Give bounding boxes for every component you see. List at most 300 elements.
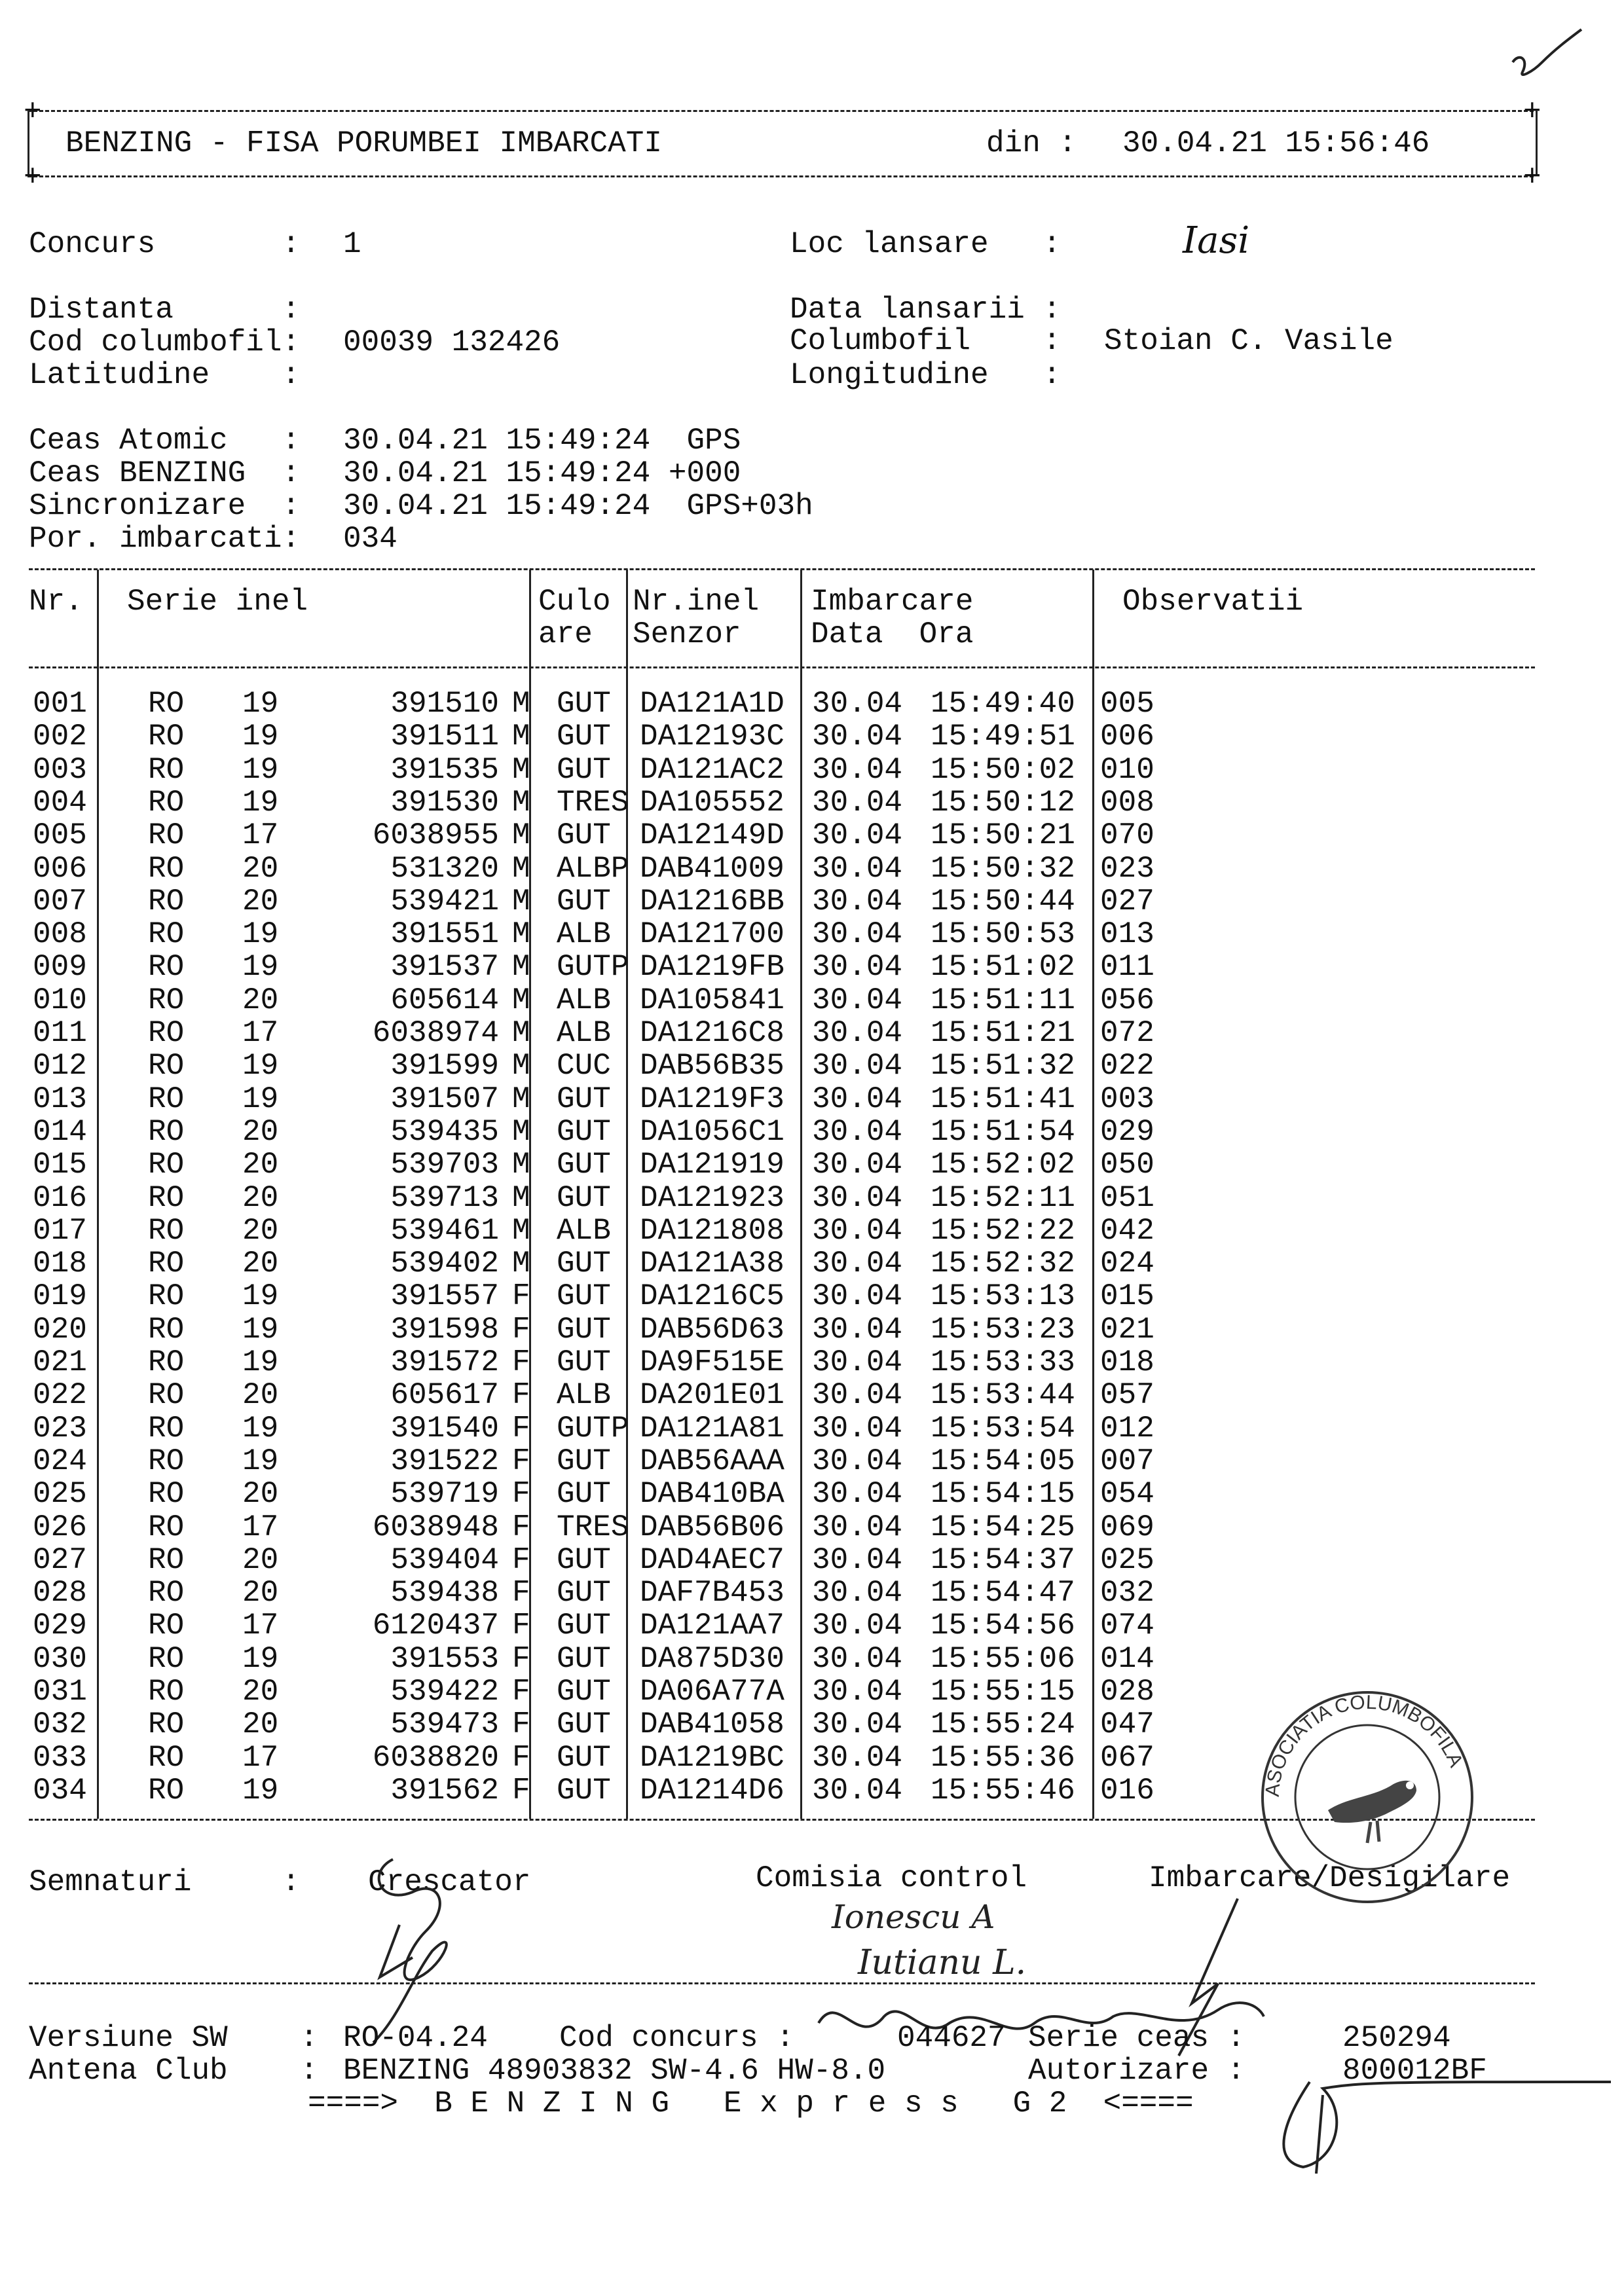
cell-senzor: DA105841 <box>640 983 784 1017</box>
cell-ora: 15:55:36 <box>931 1740 1075 1775</box>
cell-sex: M <box>512 884 530 919</box>
cell-senzor: DA1216C8 <box>640 1016 784 1050</box>
cell-senzor: DA121A81 <box>640 1411 784 1446</box>
th-imbarcare-2: Data Ora <box>811 617 974 651</box>
cell-tara: RO <box>148 884 185 919</box>
cell-numar: 6038955 <box>372 818 499 853</box>
cell-tara: RO <box>148 785 185 820</box>
cell-senzor: DA1216C5 <box>640 1279 784 1314</box>
cell-senzor: DAB410BA <box>640 1477 784 1512</box>
table-row <box>29 984 1535 1017</box>
table-row <box>29 687 1535 720</box>
columbofil-value: Stoian C. Vasile <box>1104 324 1393 358</box>
cell-tara: RO <box>148 720 185 754</box>
cell-sex: M <box>512 1180 530 1215</box>
cell-data: 30.04 <box>812 1312 903 1347</box>
cell-data: 30.04 <box>812 1247 903 1281</box>
cell-culoare: GUT <box>557 818 611 853</box>
th-nr: Nr. <box>29 585 83 619</box>
cell-tara: RO <box>148 818 185 853</box>
cell-nr: 018 <box>33 1247 87 1281</box>
table-row <box>29 1049 1535 1082</box>
cell-numar: 539422 <box>390 1675 499 1709</box>
cell-ora: 15:54:05 <box>931 1444 1075 1478</box>
cell-tara: RO <box>148 1707 185 1742</box>
cell-nr: 027 <box>33 1542 87 1577</box>
din-label: din : <box>986 126 1077 160</box>
cell-obs: 074 <box>1100 1609 1154 1643</box>
cell-nr: 004 <box>33 785 87 820</box>
header-corner-tl: + <box>24 95 42 129</box>
table-row <box>29 885 1535 918</box>
crescator-label: Crescator <box>368 1865 531 1899</box>
cod-concurs-value: 044627 <box>897 2021 1006 2055</box>
cell-nr: 013 <box>33 1082 87 1116</box>
cell-sex: M <box>512 1114 530 1149</box>
table-row <box>29 852 1535 885</box>
cell-nr: 025 <box>33 1477 87 1512</box>
cell-data: 30.04 <box>812 1740 903 1775</box>
cell-senzor: DA121AA7 <box>640 1609 784 1643</box>
table-row <box>29 1346 1535 1379</box>
benzing-banner: ====> B E N Z I N G E x p r e s s G 2 <==== <box>308 2086 1194 2121</box>
table-row <box>29 951 1535 983</box>
cell-senzor: DA875D30 <box>640 1641 784 1676</box>
cell-numar: 539402 <box>390 1247 499 1281</box>
cell-ora: 15:50:02 <box>931 752 1075 787</box>
table-row <box>29 918 1535 951</box>
cell-data: 30.04 <box>812 818 903 853</box>
cell-obs: 022 <box>1100 1049 1154 1084</box>
cell-numar: 539461 <box>390 1213 499 1248</box>
cell-nr: 012 <box>33 1049 87 1084</box>
cell-tara: RO <box>148 1312 185 1347</box>
cell-data: 30.04 <box>812 1675 903 1709</box>
din-value: 30.04.21 15:56:46 <box>1122 126 1430 160</box>
cell-tara: RO <box>148 1016 185 1050</box>
cell-sex: F <box>512 1773 530 1808</box>
cell-sex: F <box>512 1444 530 1478</box>
semnaturi-label: Semnaturi : <box>29 1865 301 1899</box>
cell-nr: 030 <box>33 1641 87 1676</box>
cell-nr: 028 <box>33 1576 87 1611</box>
cell-an: 20 <box>242 1542 279 1577</box>
cell-numar: 391530 <box>390 785 499 820</box>
cell-numar: 391557 <box>390 1279 499 1314</box>
cell-senzor: DA201E01 <box>640 1378 784 1413</box>
cell-data: 30.04 <box>812 1082 903 1116</box>
latitudine-label: Latitudine : <box>29 358 301 392</box>
cell-an: 19 <box>242 1279 279 1314</box>
cell-sex: M <box>512 785 530 820</box>
cell-nr: 006 <box>33 851 87 886</box>
cell-obs: 067 <box>1100 1740 1154 1775</box>
cell-ora: 15:54:37 <box>931 1542 1075 1577</box>
cell-an: 20 <box>242 1675 279 1709</box>
cell-tara: RO <box>148 851 185 886</box>
cell-culoare: GUT <box>557 752 611 787</box>
cell-data: 30.04 <box>812 1114 903 1149</box>
cell-senzor: DA121923 <box>640 1180 784 1215</box>
cell-senzor: DA1219BC <box>640 1740 784 1775</box>
cell-tara: RO <box>148 1213 185 1248</box>
cell-an: 19 <box>242 1641 279 1676</box>
cell-an: 20 <box>242 851 279 886</box>
cell-numar: 391562 <box>390 1773 499 1808</box>
cell-numar: 391598 <box>390 1312 499 1347</box>
cell-culoare: GUT <box>557 1114 611 1149</box>
cell-numar: 539435 <box>390 1114 499 1149</box>
cell-nr: 020 <box>33 1312 87 1347</box>
cell-data: 30.04 <box>812 1148 903 1182</box>
cell-data: 30.04 <box>812 1542 903 1577</box>
cell-ora: 15:53:54 <box>931 1411 1075 1446</box>
cell-nr: 019 <box>33 1279 87 1314</box>
cell-data: 30.04 <box>812 1378 903 1413</box>
cell-senzor: DAD4AEC7 <box>640 1542 784 1577</box>
cell-senzor: DAB56D63 <box>640 1312 784 1347</box>
cell-an: 20 <box>242 1114 279 1149</box>
th-observatii: Observatii <box>1122 585 1304 619</box>
cell-sex: M <box>512 950 530 985</box>
cell-nr: 032 <box>33 1707 87 1742</box>
cell-tara: RO <box>148 1082 185 1116</box>
cell-obs: 027 <box>1100 884 1154 919</box>
cell-culoare: GUT <box>557 1609 611 1643</box>
cell-data: 30.04 <box>812 884 903 919</box>
cell-culoare: GUT <box>557 1477 611 1512</box>
loc-lansare-label: Loc lansare : <box>790 227 1061 261</box>
cell-obs: 006 <box>1100 720 1154 754</box>
cell-culoare: GUT <box>557 1773 611 1808</box>
cell-nr: 015 <box>33 1148 87 1182</box>
cell-obs: 015 <box>1100 1279 1154 1314</box>
cell-senzor: DA1214D6 <box>640 1773 784 1808</box>
table-row <box>29 1412 1535 1445</box>
table-row <box>29 720 1535 753</box>
table-row <box>29 1214 1535 1247</box>
cell-numar: 391540 <box>390 1411 499 1446</box>
cell-culoare: ALB <box>557 983 611 1017</box>
loc-lansare-value: Iasi <box>1183 219 1250 262</box>
cell-nr: 002 <box>33 720 87 754</box>
cell-senzor: DA1056C1 <box>640 1114 784 1149</box>
table-row <box>29 1609 1535 1642</box>
svg-text:ASOCIATIA COLUMBOFILA <box>1262 1692 1467 1798</box>
cell-ora: 15:52:11 <box>931 1180 1075 1215</box>
cell-nr: 034 <box>33 1773 87 1808</box>
cell-obs: 050 <box>1100 1148 1154 1182</box>
autorizare-label: Autorizare : <box>1028 2054 1246 2088</box>
cell-nr: 021 <box>33 1345 87 1379</box>
cell-ora: 15:52:22 <box>931 1213 1075 1248</box>
cell-obs: 047 <box>1100 1707 1154 1742</box>
cell-culoare: GUTP <box>557 950 629 985</box>
cell-senzor: DAB56B35 <box>640 1049 784 1084</box>
cell-senzor: DAB56B06 <box>640 1510 784 1544</box>
cell-data: 30.04 <box>812 950 903 985</box>
cell-data: 30.04 <box>812 1576 903 1611</box>
handwritten-name-2: Iutianu L. <box>858 1943 1027 1982</box>
longitudine-label: Longitudine : <box>790 358 1061 392</box>
cell-tara: RO <box>148 752 185 787</box>
antena-value: BENZING 48903832 SW-4.6 HW-8.0 <box>343 2054 886 2088</box>
cell-senzor: DA121A38 <box>640 1247 784 1281</box>
cell-senzor: DA121700 <box>640 917 784 952</box>
cell-nr: 016 <box>33 1180 87 1215</box>
cell-ora: 15:51:32 <box>931 1049 1075 1084</box>
cell-senzor: DA06A77A <box>640 1675 784 1709</box>
cell-culoare: TRES <box>557 785 629 820</box>
comisia-label: Comisia control <box>756 1861 1027 1895</box>
cell-data: 30.04 <box>812 1213 903 1248</box>
cod-concurs-label: Cod concurs : <box>559 2021 794 2055</box>
cell-senzor: DAB41009 <box>640 851 784 886</box>
header-corner-bl: + <box>24 160 42 194</box>
cell-senzor: DA12149D <box>640 818 784 853</box>
cell-obs: 057 <box>1100 1378 1154 1413</box>
cell-sex: M <box>512 687 530 721</box>
cell-an: 19 <box>242 1049 279 1084</box>
cell-culoare: GUT <box>557 1641 611 1676</box>
cell-senzor: DAF7B453 <box>640 1576 784 1611</box>
table-row <box>29 1313 1535 1346</box>
cell-sex: F <box>512 1609 530 1643</box>
cell-numar: 539719 <box>390 1477 499 1512</box>
cell-nr: 001 <box>33 687 87 721</box>
sincronizare-value: 30.04.21 15:49:24 GPS+03h <box>343 489 813 523</box>
cell-sex: M <box>512 752 530 787</box>
check-mark-icon <box>1506 26 1585 85</box>
cell-an: 19 <box>242 1345 279 1379</box>
cell-numar: 6038820 <box>372 1740 499 1775</box>
cell-senzor: DAB41058 <box>640 1707 784 1742</box>
cell-sex: M <box>512 1213 530 1248</box>
cell-senzor: DA121A1D <box>640 687 784 721</box>
cell-senzor: DA1219F3 <box>640 1082 784 1116</box>
table-row <box>29 1083 1535 1116</box>
cell-data: 30.04 <box>812 1345 903 1379</box>
cell-tara: RO <box>148 1576 185 1611</box>
cell-tara: RO <box>148 917 185 952</box>
cell-numar: 391599 <box>390 1049 499 1084</box>
cell-ora: 15:50:12 <box>931 785 1075 820</box>
cell-ora: 15:52:32 <box>931 1247 1075 1281</box>
cell-nr: 014 <box>33 1114 87 1149</box>
cell-an: 17 <box>242 1510 279 1544</box>
cell-data: 30.04 <box>812 1279 903 1314</box>
cell-tara: RO <box>148 1542 185 1577</box>
cell-an: 20 <box>242 1576 279 1611</box>
cell-obs: 021 <box>1100 1312 1154 1347</box>
cell-obs: 014 <box>1100 1641 1154 1676</box>
cell-senzor: DA121AC2 <box>640 752 784 787</box>
cell-nr: 029 <box>33 1609 87 1643</box>
cell-sex: F <box>512 1345 530 1379</box>
cell-culoare: GUT <box>557 1740 611 1775</box>
serie-ceas-value: 250294 <box>1342 2021 1451 2055</box>
cell-an: 19 <box>242 1411 279 1446</box>
cell-obs: 012 <box>1100 1411 1154 1446</box>
table-row <box>29 1280 1535 1313</box>
cell-ora: 15:51:02 <box>931 950 1075 985</box>
cell-senzor: DA12193C <box>640 720 784 754</box>
cell-ora: 15:53:13 <box>931 1279 1075 1314</box>
cell-tara: RO <box>148 1049 185 1084</box>
cell-sex: M <box>512 1016 530 1050</box>
cell-nr: 005 <box>33 818 87 853</box>
cell-sex: M <box>512 983 530 1017</box>
table-top-border <box>29 568 1535 570</box>
cell-culoare: CUC <box>557 1049 611 1084</box>
por-imbarcati-label: Por. imbarcati: <box>29 522 301 556</box>
cell-culoare: ALBP <box>557 851 629 886</box>
cell-ora: 15:50:32 <box>931 851 1075 886</box>
footer-top-border <box>29 1982 1535 1984</box>
handwritten-name-1: Ionescu A <box>832 1898 995 1936</box>
cell-data: 30.04 <box>812 1411 903 1446</box>
cell-obs: 029 <box>1100 1114 1154 1149</box>
cell-culoare: ALB <box>557 1378 611 1413</box>
table-row <box>29 1247 1535 1280</box>
cell-culoare: ALB <box>557 1213 611 1248</box>
cell-an: 20 <box>242 1378 279 1413</box>
cell-ora: 15:55:15 <box>931 1675 1075 1709</box>
cell-obs: 010 <box>1100 752 1154 787</box>
cell-an: 17 <box>242 1609 279 1643</box>
data-lansarii-label: Data lansarii : <box>790 293 1061 327</box>
cell-sex: F <box>512 1576 530 1611</box>
cell-an: 20 <box>242 1477 279 1512</box>
cell-numar: 6120437 <box>372 1609 499 1643</box>
cell-culoare: GUT <box>557 687 611 721</box>
cell-numar: 391511 <box>390 720 499 754</box>
table-row <box>29 1017 1535 1049</box>
cell-obs: 007 <box>1100 1444 1154 1478</box>
table-row <box>29 1148 1535 1181</box>
cell-obs: 003 <box>1100 1082 1154 1116</box>
cell-tara: RO <box>148 1345 185 1379</box>
cell-data: 30.04 <box>812 1510 903 1544</box>
cell-culoare: ALB <box>557 917 611 952</box>
cell-culoare: GUT <box>557 1312 611 1347</box>
cell-an: 19 <box>242 1773 279 1808</box>
cell-sex: F <box>512 1641 530 1676</box>
cell-culoare: ALB <box>557 1016 611 1050</box>
cell-an: 17 <box>242 1016 279 1050</box>
cell-data: 30.04 <box>812 1016 903 1050</box>
cell-data: 30.04 <box>812 687 903 721</box>
cell-numar: 539473 <box>390 1707 499 1742</box>
columbofil-label: Columbofil : <box>790 324 1061 358</box>
cell-sex: M <box>512 720 530 754</box>
th-serie-inel: Serie inel <box>127 585 308 619</box>
cell-culoare: GUT <box>557 1576 611 1611</box>
cell-sex: M <box>512 851 530 886</box>
ceas-benzing-label: Ceas BENZING : <box>29 456 301 490</box>
table-row <box>29 1116 1535 1148</box>
cell-numar: 391551 <box>390 917 499 952</box>
cell-tara: RO <box>148 1114 185 1149</box>
cell-ora: 15:49:51 <box>931 720 1075 754</box>
table-header-bottom-border <box>29 666 1535 668</box>
cell-culoare: GUT <box>557 1444 611 1478</box>
cell-nr: 009 <box>33 950 87 985</box>
document-title: BENZING - FISA PORUMBEI IMBARCATI <box>65 126 662 160</box>
cell-an: 19 <box>242 1082 279 1116</box>
cell-numar: 539713 <box>390 1180 499 1215</box>
cell-data: 30.04 <box>812 1477 903 1512</box>
table-row <box>29 1445 1535 1478</box>
cell-data: 30.04 <box>812 983 903 1017</box>
cell-obs: 072 <box>1100 1016 1154 1050</box>
sincronizare-label: Sincronizare : <box>29 489 301 523</box>
stamp-text: ASOCIATIA COLUMBOFILA <box>1261 1691 1467 1798</box>
por-imbarcati-value: 034 <box>343 522 397 556</box>
cod-columbofil-label: Cod columbofil: <box>29 325 301 359</box>
cell-obs: 069 <box>1100 1510 1154 1544</box>
cell-data: 30.04 <box>812 1773 903 1808</box>
cell-obs: 054 <box>1100 1477 1154 1512</box>
cell-numar: 531320 <box>390 851 499 886</box>
table-row <box>29 1544 1535 1576</box>
table-row <box>29 1643 1535 1675</box>
cell-numar: 605614 <box>390 983 499 1017</box>
cell-nr: 022 <box>33 1378 87 1413</box>
cell-ora: 15:54:47 <box>931 1576 1075 1611</box>
cell-an: 19 <box>242 1444 279 1478</box>
ceas-atomic-label: Ceas Atomic : <box>29 424 301 458</box>
cell-tara: RO <box>148 983 185 1017</box>
cell-nr: 007 <box>33 884 87 919</box>
table-row <box>29 1478 1535 1510</box>
cell-senzor: DA1219FB <box>640 950 784 985</box>
cell-culoare: GUT <box>557 1279 611 1314</box>
cell-data: 30.04 <box>812 720 903 754</box>
cell-numar: 391522 <box>390 1444 499 1478</box>
cell-an: 19 <box>242 1312 279 1347</box>
cell-ora: 15:50:44 <box>931 884 1075 919</box>
cell-obs: 008 <box>1100 785 1154 820</box>
cell-obs: 028 <box>1100 1675 1154 1709</box>
cell-senzor: DA105552 <box>640 785 784 820</box>
cell-sex: M <box>512 1247 530 1281</box>
cell-data: 30.04 <box>812 1641 903 1676</box>
antena-label: Antena Club : <box>29 2054 318 2088</box>
cell-nr: 003 <box>33 752 87 787</box>
cell-culoare: GUTP <box>557 1411 629 1446</box>
cell-numar: 539404 <box>390 1542 499 1577</box>
cell-ora: 15:54:25 <box>931 1510 1075 1544</box>
cell-obs: 056 <box>1100 983 1154 1017</box>
cell-tara: RO <box>148 1279 185 1314</box>
cell-nr: 024 <box>33 1444 87 1478</box>
cell-ora: 15:49:40 <box>931 687 1075 721</box>
cell-culoare: GUT <box>557 720 611 754</box>
cell-sex: F <box>512 1378 530 1413</box>
header-bottom-border <box>28 175 1534 177</box>
header-corner-tr: + <box>1523 95 1541 129</box>
cell-obs: 023 <box>1100 851 1154 886</box>
table-row <box>29 754 1535 786</box>
cell-culoare: GUT <box>557 1082 611 1116</box>
cell-ora: 15:55:46 <box>931 1773 1075 1808</box>
cell-sex: F <box>512 1510 530 1544</box>
cell-data: 30.04 <box>812 752 903 787</box>
association-stamp-icon <box>1243 1673 1492 1922</box>
cell-ora: 15:53:33 <box>931 1345 1075 1379</box>
cell-tara: RO <box>148 1378 185 1413</box>
